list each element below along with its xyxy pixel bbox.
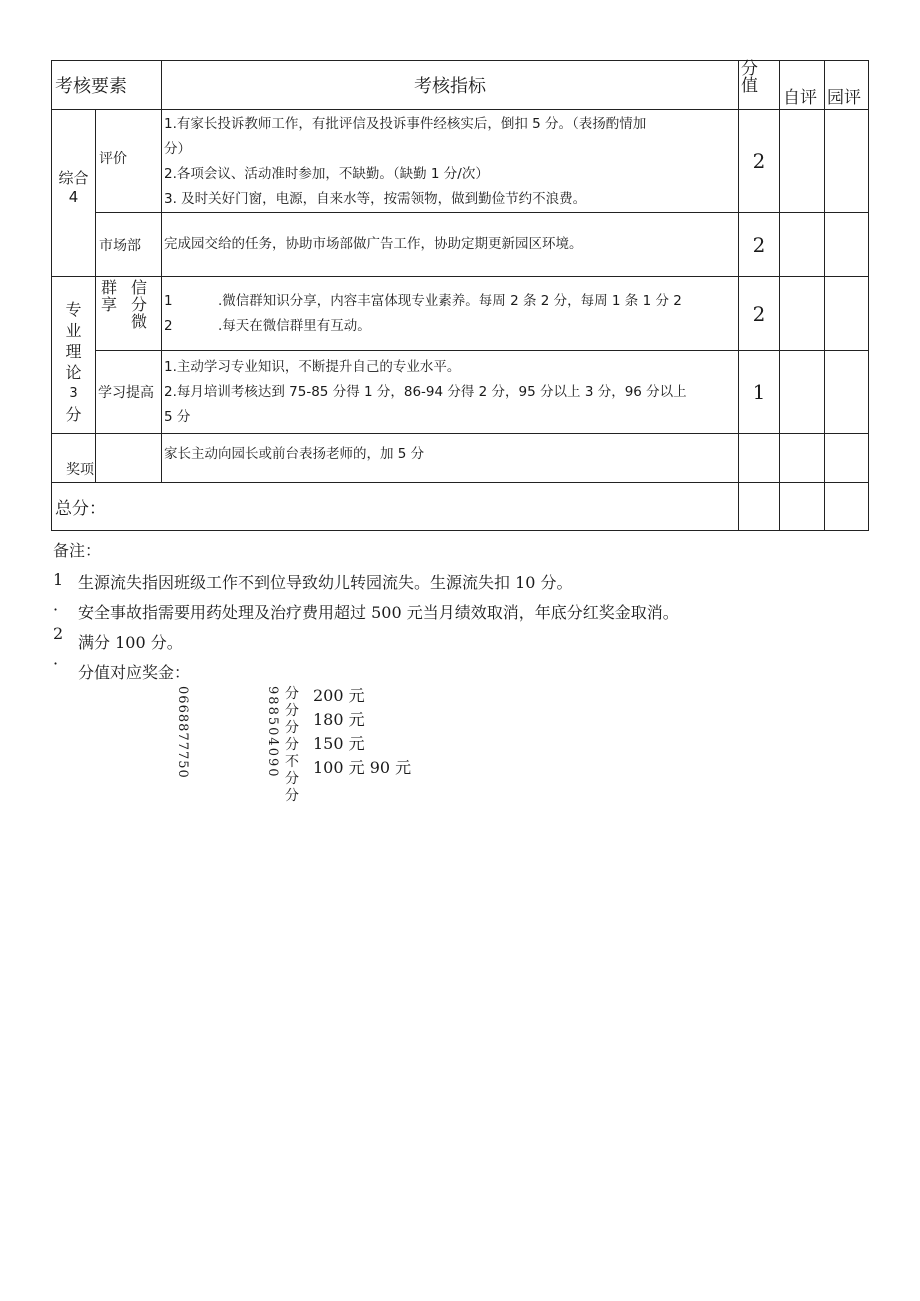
- notes-list: [53, 570, 913, 690]
- self-award-cell[interactable]: [780, 434, 825, 483]
- self-market-cell[interactable]: [780, 213, 825, 277]
- indicator-wechat-share: 1 .微信群知识分享，内容丰富体现专业素养。每周 2 条 2 分，每周 1 条 1 分 2 2 .每天在微信群里有互动。: [162, 277, 739, 351]
- bonus-amounts: 200 元 180 元 150 元 100 元 90 元: [313, 686, 412, 777]
- school-award-cell[interactable]: [825, 434, 869, 483]
- total-score: 总分：: [52, 483, 739, 531]
- header-element: 考核要素: [52, 61, 162, 110]
- header-score: 分值: [739, 61, 780, 110]
- sub-study: 学习提高: [96, 351, 162, 434]
- assessment-table: [51, 60, 869, 531]
- indicator-award: 家长主动向园长或前台表扬老师的，加 5 分: [162, 434, 739, 483]
- group-award: 奖项: [52, 434, 96, 483]
- school-market-cell[interactable]: [825, 213, 869, 277]
- school-wechat-cell[interactable]: [825, 277, 869, 351]
- note-item: 1 生源流失指因班级工作不到位导致幼儿转园流失。生源流失扣 10 分。: [53, 570, 573, 592]
- indicator-evaluation: 1.有家长投诉教师工作，有批评信及投诉事件经核实后，倒扣 5 分。（表扬酌情加 分） 2.各项会议、活动准时参加，不缺勤。（缺勤 1 分/次） 3. 及时关好门窗，电源，自来水等，按需领物，做到勤俭节约不浪费。: [162, 110, 739, 213]
- sub-award-empty: [96, 434, 162, 483]
- header-school: 园评: [825, 61, 869, 110]
- school-study-cell[interactable]: [825, 351, 869, 434]
- total-self-cell[interactable]: [780, 483, 825, 531]
- score-wechat-share: 2: [739, 277, 780, 351]
- self-wechat-cell[interactable]: [780, 277, 825, 351]
- header-indicator: 考核指标: [162, 61, 739, 110]
- score-evaluation: 2: [739, 110, 780, 213]
- self-study-cell[interactable]: [780, 351, 825, 434]
- self-evaluation-cell[interactable]: [780, 110, 825, 213]
- header-self: 自评: [780, 61, 825, 110]
- school-evaluation-cell[interactable]: [825, 110, 869, 213]
- total-school-cell[interactable]: [825, 483, 869, 531]
- group-general: 综合 4: [52, 110, 96, 277]
- score-study: 1: [739, 351, 780, 434]
- sub-market: 市场部: [96, 213, 162, 277]
- indicator-study: 1.主动学习专业知识，不断提升自己的专业水平。 2.每月培训考核达到 75-85 分得 1 分，86-94 分得 2 分，95 分以上 3 分，96 分以上 5 分: [162, 351, 739, 434]
- note-item: · 分值对应奖金：: [53, 654, 191, 682]
- indicator-market: 完成园交给的任务，协助市场部做广告工作，协助定期更新园区环境。: [162, 213, 739, 277]
- note-item: · 安全事故指需要用药处理及治疗费用超过 500 元当月绩效取消，年底分红奖金取消。: [53, 600, 679, 622]
- score-award: [739, 434, 780, 483]
- notes-title: 备注：: [53, 541, 102, 560]
- bonus-mid-chars: 分 分 分 分 不 分 分: [285, 686, 299, 804]
- sub-evaluation: 评价: [96, 110, 162, 213]
- note-item: 2 满分 100 分。: [53, 624, 183, 652]
- sub-wechat-share: 群 信 享 分 微: [96, 277, 162, 351]
- score-market: 2: [739, 213, 780, 277]
- total-score-value: [739, 483, 780, 531]
- group-theory: 专业理论 3 分: [52, 277, 96, 434]
